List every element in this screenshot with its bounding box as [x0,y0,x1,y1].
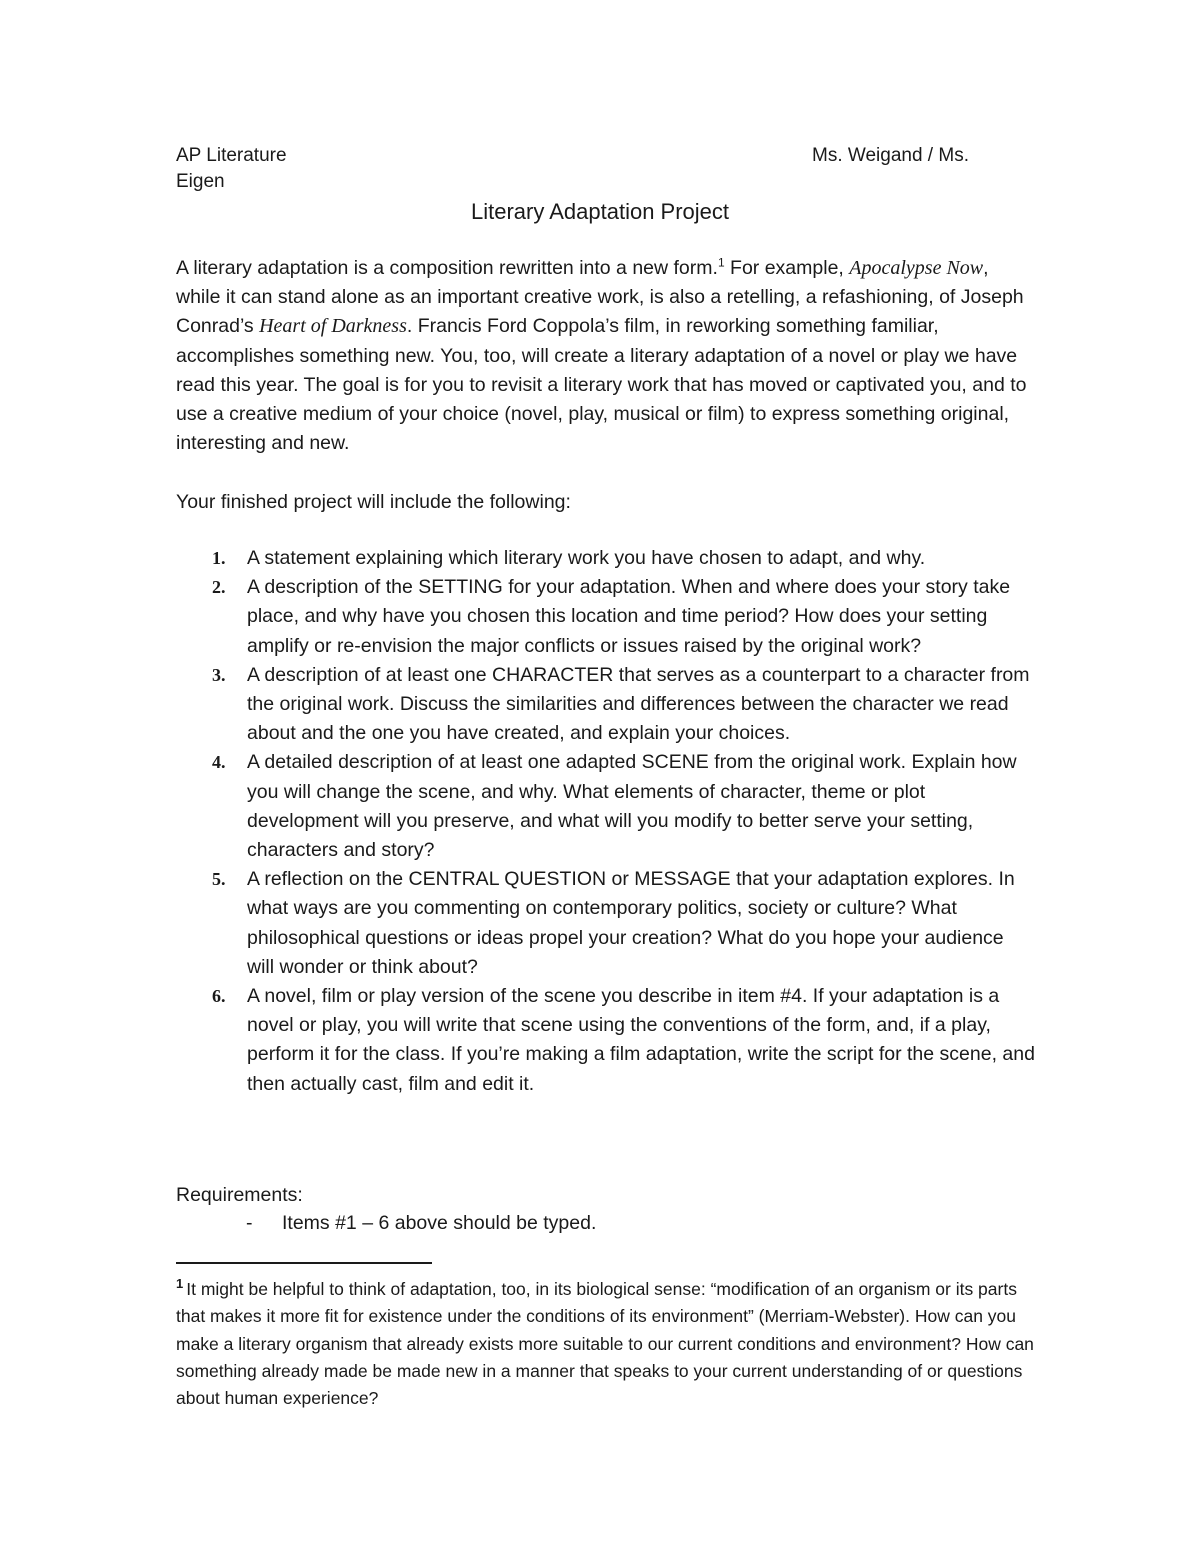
intro-text-4: . Francis Ford Coppola’s film, in reworking something familiar, accomplishes something new. You, too, will create a literary adaptation of a novel or play we have read this year. The goal is for you to revisit a literary work that has moved or captivated you, and to use a creative medium of your choice (novel, play, musical or film) to express something original, interesting and new. [176,315,1027,455]
item-number: 5. [212,869,226,890]
item-number: 4. [212,752,226,773]
item-number: 6. [212,986,226,1007]
item-text: A description of at least one CHARACTER that serves as a counterpart to a character from the original work. Discuss the similarities and differences between the character we read about and the one you have created, and explain your choices. [247,663,1030,745]
item-text: A detailed description of at least one adapted SCENE from the original work. Explain how you will change the scene, and why. What elements of character, theme or plot development will you preserve, and what will you modify to better serve your setting, characters and story? [247,751,1017,862]
course-name: AP Literature [176,145,287,166]
footnote-reference: 1 [717,255,725,270]
footnote-separator [176,1262,432,1264]
list-item [176,865,1036,982]
intro-paragraph [176,254,1036,458]
list-item [176,544,1036,573]
footnote [176,1276,1036,1412]
intro-text-2: For example, [724,257,850,279]
novel-title: Heart of Darkness [259,315,407,338]
item-text: A description of the SETTING for your adaptation. When and where does your story take place, and why have you chosen this location and time period? How does your setting amplify or re-envision the major conflicts or issues raised by the original work? [247,576,1011,657]
requirement-item [246,1209,596,1238]
intro-text-3: , while it can stand alone as an important creative work, is also a retelling, a refashioning, of Joseph Conrad’s [176,257,1024,338]
item-number: 1. [212,548,226,568]
item-text: A novel, film or play version of the scene you describe in item #4. If your adaptation is a novel or play, you will write that scene using the conventions of the form, and, if a play, perform it for the class. If you’re making a film adaptation, write the script for the scene, and then actually cast, film and edit it. [247,985,1035,1095]
requirement-dash: - [246,1212,253,1234]
list-intro: Your finished project will include the following: [176,491,571,513]
page-title: Literary Adaptation Project [470,199,730,224]
item-number: 3. [212,664,226,685]
list-item [176,748,1036,865]
project-items-list [176,544,1036,1099]
footnote-text: It might be helpful to think of adaptation, too, in its biological sense: “modification of an organism or its parts that makes it more fit for existence under the conditions of its environment” (Merriam-Webster). How can you make a literary organism that already exists more suitable to our current conditions and environment? How can something already made be made new in a manner that speaks to your current understanding of or questions about human experience? [176,1279,1034,1409]
requirements-label: Requirements: [176,1184,303,1206]
film-title: Apocalypse Now [849,257,984,279]
list-item [176,661,1036,749]
footnote-mark: 1 [176,1276,184,1292]
intro-text-1: A literary adaptation is a composition rewritten into a new form. [176,257,718,279]
teacher-names-continued: Eigen [176,171,225,192]
item-text: A reflection on the CENTRAL QUESTION or MESSAGE that your adaptation explores. In what ways are you commenting on contemporary politics, society or culture? What philosophical questions or ideas propel your creation? What do you hope your audience will wonder or think about? [247,868,1015,978]
teacher-names: Ms. Weigand / Ms. [812,145,969,166]
requirement-text: Items #1 – 6 above should be typed. [282,1212,597,1234]
item-text: A statement explaining which literary work you have chosen to adapt, and why. [247,547,926,569]
list-item [176,982,1036,1099]
list-item [176,573,1036,661]
item-number: 2. [212,577,226,598]
